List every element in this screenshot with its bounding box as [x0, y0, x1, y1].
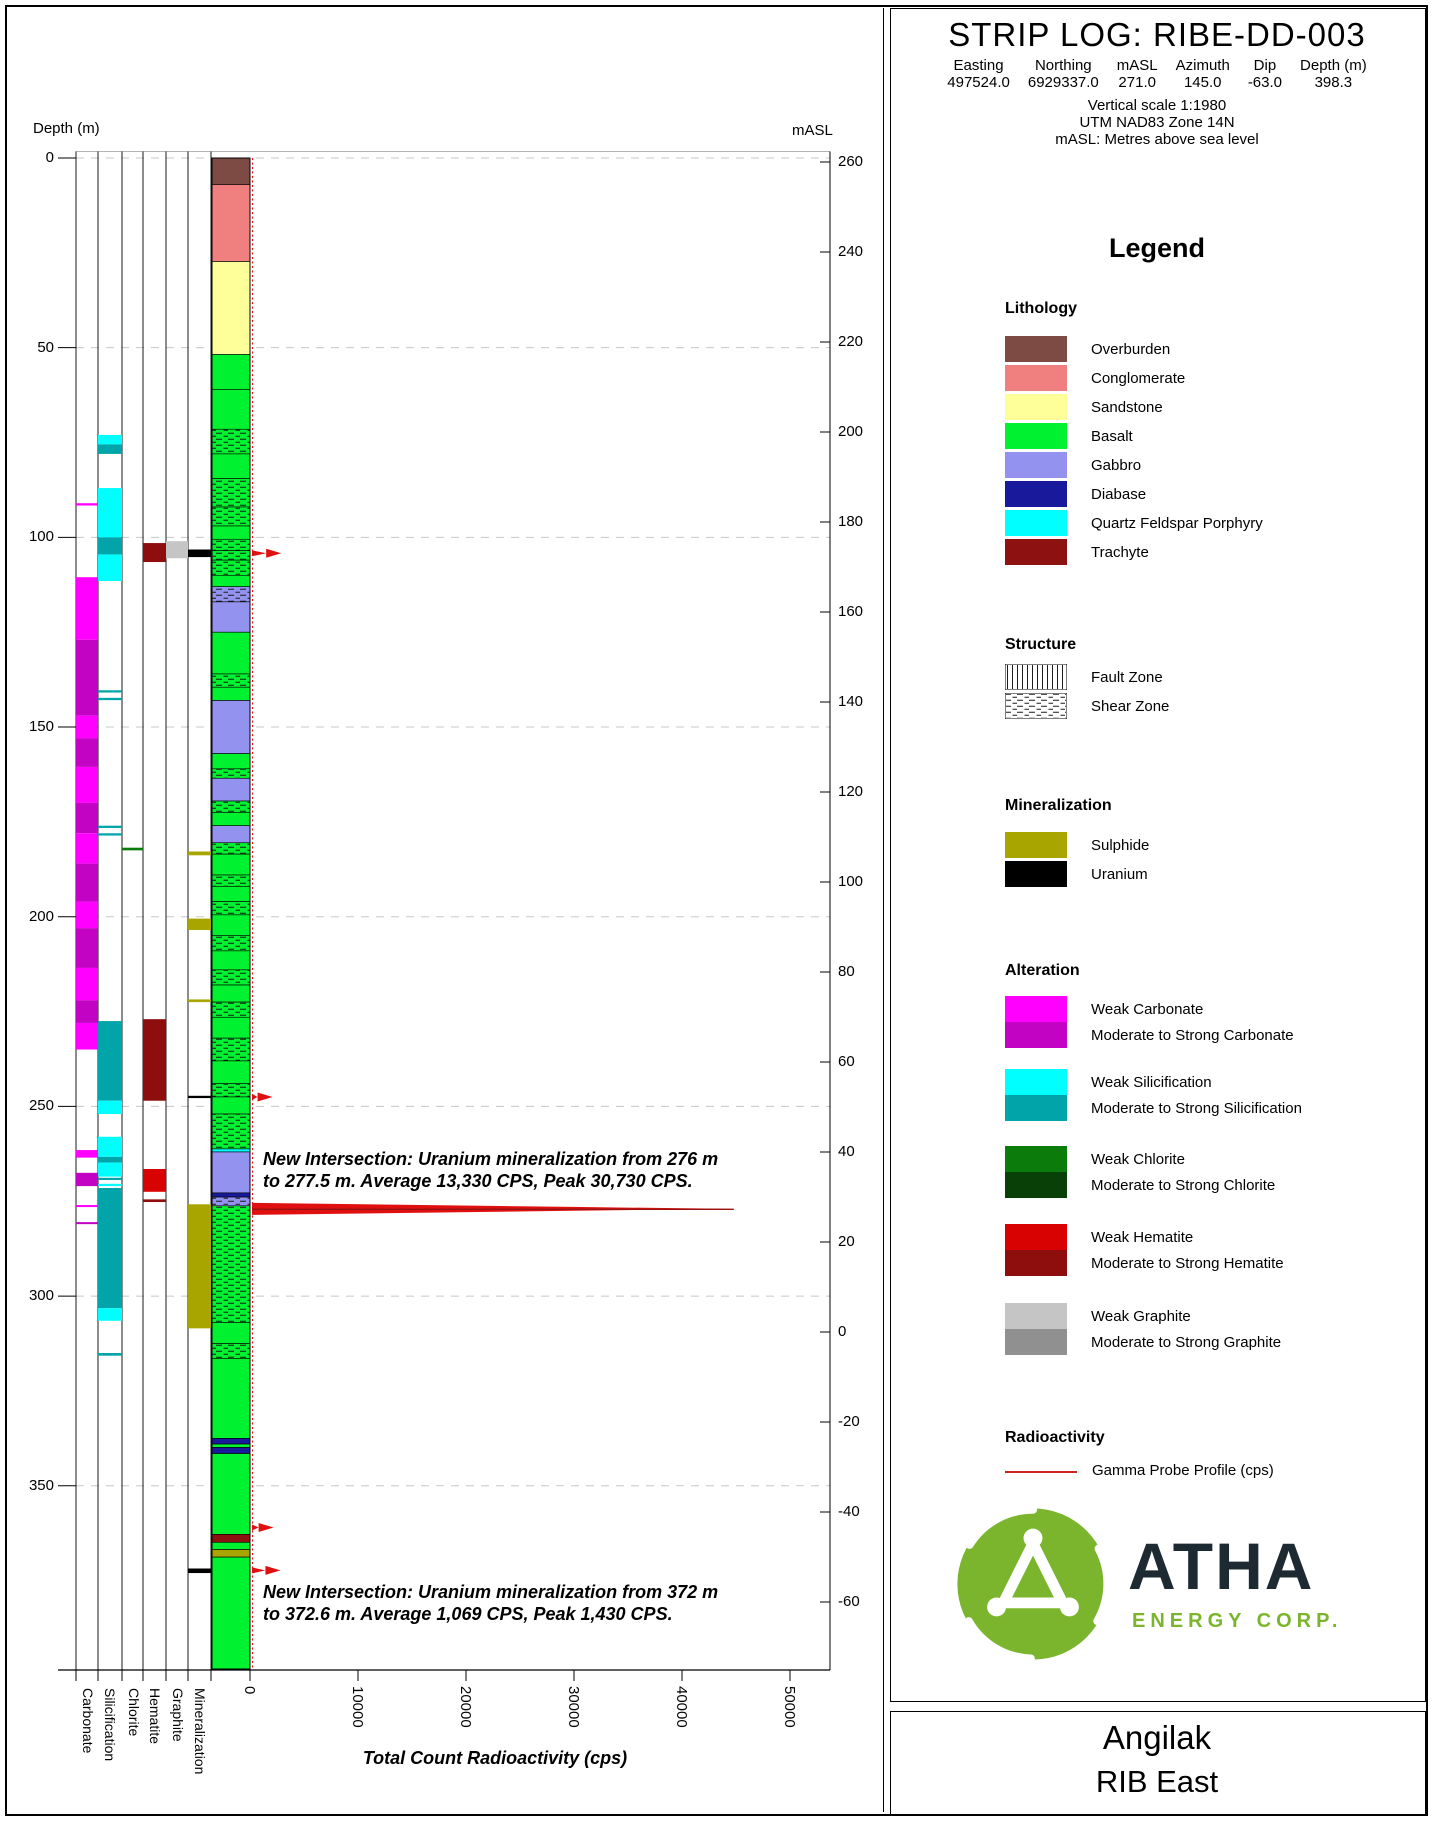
legend-lithology-conglomerate-label: Conglomerate	[1091, 369, 1186, 387]
shear-zone-overlay	[212, 539, 250, 550]
legend-structure-fault-zone-swatch	[1005, 664, 1067, 690]
legend-alteration-weak-label: Weak Carbonate	[1091, 1000, 1204, 1018]
lithology-interval	[212, 915, 250, 936]
lithology-interval	[212, 355, 250, 390]
legend-alteration-strong-label: Moderate to Strong Silicification	[1091, 1099, 1302, 1117]
legend-structure-shear-zone	[1005, 693, 1169, 719]
legend-structure-fault-zone	[1005, 664, 1169, 690]
lithology-interval	[212, 1097, 250, 1114]
legend-lithology-basalt-swatch	[1005, 423, 1067, 449]
cps-tick-label: 40000	[673, 1686, 690, 1728]
cps-tick-label: 30000	[565, 1686, 582, 1728]
legend-alteration-strong-label: Moderate to Strong Chlorite	[1091, 1176, 1276, 1194]
legend-lithology-basalt	[1005, 423, 1263, 449]
track-interval-carbonate	[76, 1173, 98, 1186]
lithology-interval	[212, 526, 250, 539]
shear-zone-overlay	[212, 1038, 250, 1061]
lithology-interval	[212, 1152, 250, 1193]
track-label-mineralization: Mineralization	[192, 1688, 208, 1775]
mineralization-section-label: Mineralization	[1005, 797, 1112, 814]
track-interval-mineralization	[188, 999, 211, 1002]
masl-tick-label: 140	[838, 693, 864, 710]
legend-lithology-conglomerate	[1005, 365, 1263, 391]
depth-tick-label: 150	[28, 718, 54, 736]
legend-alteration-strong-label: Moderate to Strong Carbonate	[1091, 1026, 1294, 1044]
masl-tick-label: -40	[838, 1503, 860, 1520]
scale-note: Vertical scale 1:1980	[1087, 97, 1227, 114]
masl-tick-label: 20	[838, 1233, 855, 1250]
track-interval-mineralization	[188, 1096, 211, 1098]
lithology-interval	[212, 1534, 250, 1542]
legend-mineralization-uranium-swatch	[1005, 861, 1067, 887]
track-interval-mineralization	[188, 851, 211, 855]
shear-zone-overlay	[212, 674, 250, 687]
legend-lithology-quartz-feldspar-porphyry	[1005, 510, 1263, 536]
lithology-interval	[212, 1542, 250, 1549]
lithology-interval	[212, 185, 250, 262]
legend-alteration-weak-label: Weak Chlorite	[1091, 1150, 1185, 1168]
track-interval-carbonate	[76, 1000, 98, 1023]
legend-alteration-strong	[1005, 1022, 1294, 1048]
track-label-chlorite: Chlorite	[126, 1688, 142, 1737]
masl-tick-label: 160	[838, 603, 864, 620]
legend-alteration-strong	[1005, 1329, 1281, 1355]
lithology-interval	[212, 687, 250, 700]
track-interval-hematite	[143, 1019, 166, 1101]
track-interval-silicification	[98, 1188, 122, 1308]
legend-alteration-weak-swatch	[1005, 1224, 1067, 1250]
legend-lithology-diabase-swatch	[1005, 481, 1067, 507]
gamma-legend-label: Gamma Probe Profile (cps)	[1092, 1462, 1274, 1479]
gamma-spike	[252, 1567, 265, 1573]
lithology-interval	[212, 1438, 250, 1444]
shear-zone-overlay	[212, 875, 250, 886]
track-interval-hematite	[143, 543, 166, 562]
lithology-interval	[212, 812, 250, 825]
shear-zone-overlay	[212, 801, 250, 812]
masl-tick-label: -20	[838, 1413, 860, 1430]
lithology-legend-list	[1005, 336, 1263, 568]
legend-alteration-strong-swatch	[1005, 1022, 1067, 1048]
gamma-arrow-icon	[259, 1523, 274, 1532]
lithology-interval	[212, 854, 250, 875]
track-interval-hematite	[143, 1169, 166, 1192]
legend-alteration-weak	[1005, 1224, 1284, 1250]
depth-tick-label: 250	[28, 1097, 54, 1115]
gamma-spike	[252, 1525, 259, 1531]
legend-alteration-weak	[1005, 1069, 1302, 1095]
depth-tick-label: 200	[28, 907, 54, 925]
lithology-interval	[212, 826, 250, 843]
gamma-arrow-icon	[265, 1566, 280, 1575]
atha-logo-subtext: ENERGY CORP.	[1132, 1610, 1343, 1632]
meta-easting: Easting 497524.0	[947, 57, 1010, 91]
gamma-spike	[252, 550, 266, 556]
scale-note: UTM NAD83 Zone 14N	[1079, 114, 1235, 131]
legend-alteration-weak-label: Weak Hematite	[1091, 1228, 1194, 1246]
area-name: RIB East	[1095, 1764, 1219, 1799]
lithology-interval	[212, 1557, 250, 1669]
lithology-interval	[212, 1323, 250, 1344]
shear-zone-overlay	[212, 551, 250, 560]
track-interval-carbonate	[76, 716, 98, 739]
lithology-interval	[212, 389, 250, 429]
track-interval-silicification	[98, 1101, 122, 1114]
legend-alteration-strong-swatch	[1005, 1095, 1067, 1121]
legend-alteration-weak-swatch	[1005, 1146, 1067, 1172]
scale-note: mASL: Metres above sea level	[1055, 131, 1259, 148]
gamma-spike	[252, 1094, 258, 1100]
legend-lithology-basalt-label: Basalt	[1091, 427, 1133, 445]
track-interval-carbonate	[76, 1222, 98, 1224]
structure-section-label: Structure	[1005, 636, 1077, 653]
lithology-interval	[212, 1061, 250, 1084]
legend-lithology-gabbro	[1005, 452, 1263, 478]
shear-zone-overlay	[212, 902, 250, 915]
cps-tick-label: 20000	[457, 1686, 474, 1728]
lithology-interval	[212, 575, 250, 586]
legend-lithology-overburden	[1005, 336, 1263, 362]
atha-logo-text: ATHA	[1128, 1529, 1315, 1603]
shear-zone-overlay	[212, 429, 250, 454]
alteration-section-label: Alteration	[1005, 962, 1080, 979]
legend-lithology-sandstone-swatch	[1005, 394, 1067, 420]
meta-azimuth: Azimuth 145.0	[1175, 57, 1230, 91]
legend-alteration-strong	[1005, 1250, 1284, 1276]
shear-zone-overlay	[212, 1344, 250, 1359]
depth-tick-label: 100	[28, 528, 54, 546]
legend-mineralization-sulphide	[1005, 832, 1149, 858]
lithology-interval	[212, 778, 250, 801]
masl-tick-label: 220	[838, 333, 864, 350]
legend-lithology-diabase	[1005, 481, 1263, 507]
masl-tick-label: 40	[838, 1143, 855, 1160]
track-interval-carbonate	[76, 902, 98, 929]
track-interval-silicification	[98, 1308, 122, 1321]
legend-lithology-overburden-swatch	[1005, 336, 1067, 362]
legend-alteration-pair	[1005, 1069, 1302, 1121]
track-interval-carbonate	[76, 503, 98, 505]
track-interval-silicification	[98, 826, 122, 828]
track-interval-carbonate	[76, 738, 98, 766]
meta-northing: Northing 6929337.0	[1027, 57, 1099, 91]
legend-mineralization-uranium	[1005, 861, 1149, 887]
depth-tick-label: 300	[28, 1287, 54, 1305]
lithology-interval	[212, 454, 250, 479]
legend-alteration-strong-swatch	[1005, 1329, 1067, 1355]
track-interval-carbonate	[76, 864, 98, 902]
track-interval-hematite	[143, 1199, 166, 1202]
track-interval-graphite	[166, 541, 188, 558]
shear-zone-overlay	[212, 507, 250, 526]
lithology-interval	[212, 1017, 250, 1038]
legend-alteration-weak	[1005, 1303, 1281, 1329]
legend-lithology-gabbro-swatch	[1005, 452, 1067, 478]
depth-tick-label: 50	[37, 338, 54, 356]
track-interval-silicification	[98, 444, 122, 453]
masl-tick-label: 80	[838, 963, 855, 980]
track-interval-silicification	[98, 537, 122, 554]
shear-zone-overlay	[212, 769, 250, 778]
legend-lithology-diabase-label: Diabase	[1091, 485, 1147, 503]
gamma-legend-line	[1005, 1471, 1077, 1473]
meta-depthm: Depth (m) 398.3	[1300, 57, 1367, 91]
legend-mineralization-sulphide-swatch	[1005, 832, 1067, 858]
legend-alteration-weak-swatch	[1005, 1069, 1067, 1095]
legend-alteration-strong-label: Moderate to Strong Graphite	[1091, 1333, 1282, 1351]
legend-alteration-strong-swatch	[1005, 1250, 1067, 1276]
track-interval-mineralization	[188, 550, 211, 558]
lithology-interval	[212, 1454, 250, 1535]
lithology-interval	[212, 158, 250, 185]
track-interval-carbonate	[76, 833, 98, 863]
legend-alteration-pair	[1005, 996, 1294, 1048]
lithology-interval	[212, 602, 250, 632]
track-interval-mineralization	[188, 1204, 211, 1328]
shear-zone-overlay	[212, 970, 250, 985]
legend-lithology-conglomerate-swatch	[1005, 365, 1067, 391]
shear-zone-overlay	[212, 1206, 250, 1323]
gamma-arrow-icon	[258, 1092, 273, 1101]
legend-mineralization-sulphide-label: Sulphide	[1091, 836, 1150, 854]
shear-zone-overlay	[212, 1084, 250, 1097]
masl-tick-label: 200	[838, 423, 864, 440]
masl-tick-label: 120	[838, 783, 864, 800]
track-interval-mineralization	[188, 1568, 211, 1573]
masl-tick-label: 60	[838, 1053, 855, 1070]
track-interval-carbonate	[76, 928, 98, 968]
legend-alteration-strong	[1005, 1172, 1275, 1198]
shear-zone-overlay	[212, 1002, 250, 1017]
track-interval-silicification	[98, 554, 122, 581]
shear-zone-overlay	[212, 1197, 250, 1206]
legend-lithology-sandstone-label: Sandstone	[1091, 398, 1163, 416]
track-interval-mineralization	[188, 919, 211, 930]
page-title: STRIP LOG: RIBE-DD-003	[948, 16, 1366, 53]
legend-alteration-pair	[1005, 1303, 1281, 1355]
lithology-interval	[212, 632, 250, 674]
legend-alteration-weak-swatch	[1005, 1303, 1067, 1329]
cps-tick-label: 50000	[781, 1686, 798, 1728]
legend-lithology-quartz-feldspar-porphyry-label: Quartz Feldspar Porphyry	[1091, 514, 1263, 532]
track-interval-silicification	[98, 690, 122, 692]
depth-tick-label: 350	[28, 1476, 54, 1494]
track-interval-carbonate	[76, 1150, 98, 1158]
track-interval-carbonate	[76, 767, 98, 803]
lithology-interval	[212, 951, 250, 970]
drillhole-metadata	[892, 57, 1422, 91]
legend-alteration-pair	[1005, 1146, 1275, 1198]
track-interval-silicification	[98, 488, 122, 537]
legend-lithology-gabbro-label: Gabbro	[1091, 456, 1142, 474]
legend-alteration-weak-label: Weak Graphite	[1091, 1307, 1191, 1325]
depth-axis-title: Depth (m)	[33, 120, 100, 137]
legend-mineralization-uranium-label: Uranium	[1091, 865, 1148, 883]
atha-logo-icon	[952, 1503, 1114, 1665]
legend-alteration-strong-label: Moderate to Strong Hematite	[1091, 1254, 1284, 1272]
shear-zone-overlay	[212, 479, 250, 507]
track-interval-silicification	[98, 1137, 122, 1157]
legend-alteration-strong-swatch	[1005, 1172, 1067, 1198]
masl-tick-label: -60	[838, 1593, 860, 1610]
radioactivity-section-label: Radioactivity	[1005, 1429, 1105, 1446]
track-interval-carbonate	[76, 640, 98, 716]
legend-alteration-strong	[1005, 1095, 1302, 1121]
track-interval-carbonate	[76, 803, 98, 833]
intersection-annotation: New Intersection: Uranium mineralization from 372 m to 372.6 m. Average 1,069 CPS, Peak 1,430 CPS.	[263, 1582, 719, 1624]
track-label-graphite: Graphite	[170, 1688, 186, 1742]
intersection-annotation: New Intersection: Uranium mineralization from 276 m to 277.5 m. Average 13,330 CPS, Peak 30,730 CPS.	[263, 1149, 719, 1191]
masl-tick-label: 260	[838, 153, 864, 170]
scale-notes	[892, 97, 1422, 148]
structure-legend-list	[1005, 664, 1169, 722]
track-interval-carbonate	[76, 577, 98, 640]
lithology-interval	[212, 886, 250, 901]
gamma-arrow-icon	[266, 549, 281, 558]
legend-alteration-weak-swatch	[1005, 996, 1067, 1022]
masl-tick-label: 180	[838, 513, 864, 530]
lithology-interval	[212, 985, 250, 1002]
lithology-interval	[212, 1447, 250, 1453]
masl-tick-label: 100	[838, 873, 864, 890]
lithology-interval	[212, 1550, 250, 1558]
legend-lithology-sandstone	[1005, 394, 1263, 420]
project-name: Angilak	[1102, 1719, 1212, 1756]
lithology-section-label: Lithology	[1005, 300, 1077, 317]
shear-zone-overlay	[212, 1114, 250, 1149]
legend-lithology-trachyte-label: Trachyte	[1091, 543, 1149, 561]
legend-lithology-overburden-label: Overburden	[1091, 340, 1171, 358]
track-interval-silicification	[98, 698, 122, 700]
shear-zone-overlay	[212, 587, 250, 602]
track-interval-silicification	[98, 1178, 122, 1180]
meta-masl: mASL 271.0	[1116, 57, 1158, 91]
track-interval-silicification	[98, 1353, 122, 1356]
legend-lithology-trachyte	[1005, 539, 1263, 565]
masl-axis-title: mASL	[792, 122, 833, 139]
track-label-hematite: Hematite	[147, 1688, 163, 1745]
track-interval-silicification	[98, 1021, 122, 1101]
track-interval-carbonate	[76, 1023, 98, 1050]
track-interval-carbonate	[76, 1205, 98, 1207]
legend-title: Legend	[1108, 233, 1205, 263]
lithology-interval	[212, 1359, 250, 1439]
lithology-interval	[212, 1444, 250, 1447]
legend-alteration-weak	[1005, 996, 1294, 1022]
legend-structure-shear-zone-label: Shear Zone	[1091, 697, 1170, 715]
track-interval-silicification	[98, 1184, 122, 1186]
mineralization-legend-list	[1005, 832, 1149, 890]
shear-zone-overlay	[212, 936, 250, 951]
track-interval-chlorite	[122, 848, 143, 851]
legend-alteration-pair	[1005, 1224, 1284, 1276]
track-label-silicification: Silicification	[102, 1688, 118, 1762]
shear-zone-overlay	[212, 843, 250, 854]
masl-tick-label: 0	[838, 1323, 847, 1340]
lithology-interval	[212, 1193, 250, 1197]
legend-alteration-weak	[1005, 1146, 1275, 1172]
lithology-interval	[212, 754, 250, 769]
x-axis-title: Total Count Radioactivity (cps)	[362, 1748, 628, 1768]
cps-tick-label: 10000	[349, 1686, 366, 1728]
track-interval-silicification	[98, 435, 122, 444]
legend-structure-shear-zone-swatch	[1005, 693, 1067, 719]
masl-tick-label: 240	[838, 243, 864, 260]
lithology-interval	[212, 700, 250, 753]
meta-dip: Dip -63.0	[1247, 57, 1283, 91]
lithology-interval	[212, 262, 250, 355]
lithology-interval	[212, 1149, 250, 1152]
legend-structure-fault-zone-label: Fault Zone	[1091, 668, 1163, 686]
legend-lithology-trachyte-swatch	[1005, 539, 1067, 565]
track-interval-carbonate	[76, 968, 98, 1000]
legend-lithology-quartz-feldspar-porphyry-swatch	[1005, 510, 1067, 536]
legend-alteration-weak-label: Weak Silicification	[1091, 1073, 1212, 1091]
track-interval-silicification	[98, 1157, 122, 1163]
track-interval-silicification	[98, 1163, 122, 1177]
depth-tick-label: 0	[45, 149, 54, 166]
track-interval-silicification	[98, 833, 122, 835]
shear-zone-overlay	[212, 560, 250, 575]
cps-tick-label: 0	[241, 1686, 258, 1695]
track-label-carbonate: Carbonate	[80, 1688, 96, 1754]
